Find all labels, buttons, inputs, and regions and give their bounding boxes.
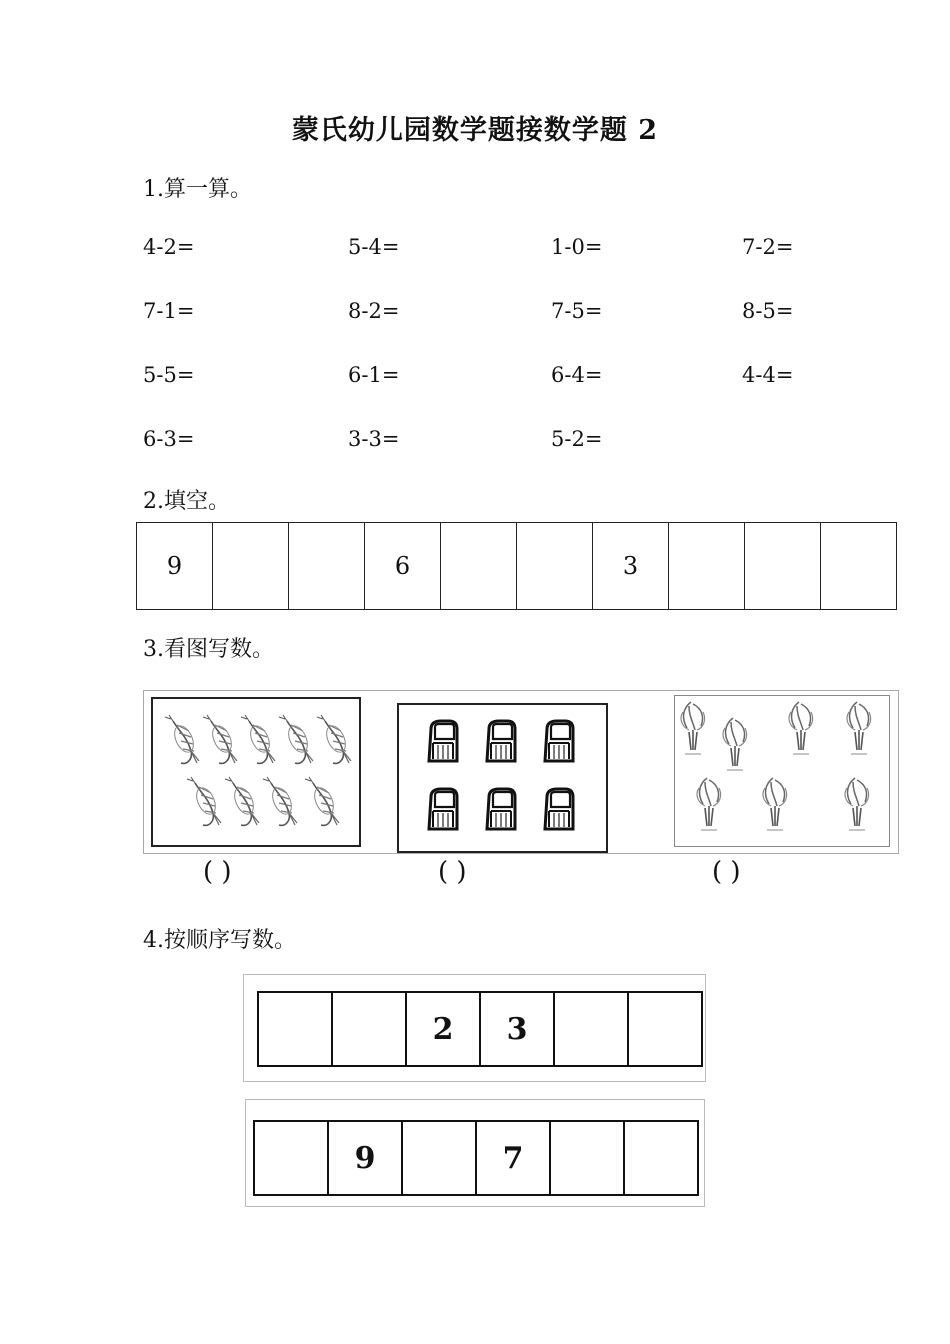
fill-cell[interactable] [669, 523, 745, 610]
flower-group [675, 696, 889, 846]
picture-strip [143, 690, 899, 854]
sequence-row-2 [253, 1120, 699, 1196]
sequence-cell[interactable] [625, 1122, 697, 1194]
question-1-heading: 1.算一算。 [143, 177, 252, 202]
backpack-icon [545, 721, 573, 761]
equation: 4-4= [742, 363, 794, 387]
fill-cell[interactable]: 6 [365, 523, 441, 610]
backpack-icon [429, 721, 457, 761]
shrimp-icon [241, 715, 275, 763]
sequence-cell[interactable]: 3 [481, 993, 555, 1065]
flower-icon [847, 702, 871, 754]
fill-cell[interactable]: 3 [593, 523, 669, 610]
fill-cell[interactable] [517, 523, 593, 610]
backpack-group [399, 705, 606, 851]
shrimp-icon [263, 777, 297, 825]
sequence-row-1 [257, 991, 703, 1067]
flower-icon [697, 778, 721, 830]
shrimp-icon [317, 715, 351, 763]
backpack-panel [397, 703, 608, 853]
flower-icon [845, 778, 869, 830]
fill-cell[interactable] [289, 523, 365, 610]
answer-blank[interactable]: ( ) [712, 857, 741, 887]
page-title: 蒙氏幼儿园数学题接数学题 2 [291, 115, 659, 146]
sequence-cell[interactable] [259, 993, 333, 1065]
equation: 4-2= [143, 235, 195, 259]
fill-cell[interactable] [821, 523, 897, 610]
fill-cell[interactable]: 9 [137, 523, 213, 610]
flower-icon [763, 778, 787, 830]
sequence-cell[interactable] [551, 1122, 625, 1194]
shrimp-icon [305, 777, 339, 825]
equation: 7-2= [742, 235, 794, 259]
sequence-cell[interactable] [555, 993, 629, 1065]
shrimp-icon [225, 777, 259, 825]
fill-cell[interactable] [441, 523, 517, 610]
shrimp-group [153, 699, 359, 845]
equation: 6-1= [348, 363, 400, 387]
equation: 5-2= [551, 427, 603, 451]
answer-blank[interactable]: ( ) [203, 857, 232, 887]
sequence-cell[interactable]: 9 [329, 1122, 403, 1194]
shrimp-icon [187, 777, 221, 825]
sequence-cell[interactable] [403, 1122, 477, 1194]
backpack-icon [429, 789, 457, 829]
question-4-heading: 4.按顺序写数。 [143, 928, 296, 953]
equation: 8-2= [348, 299, 400, 323]
shrimp-panel [151, 697, 361, 847]
sequence-cell[interactable]: 2 [407, 993, 481, 1065]
sequence-cell[interactable] [333, 993, 407, 1065]
shrimp-icon [203, 715, 237, 763]
equation: 5-4= [348, 235, 400, 259]
equation: 3-3= [348, 427, 400, 451]
flower-icon [723, 718, 747, 770]
equation: 1-0= [551, 235, 603, 259]
flower-panel [674, 695, 890, 847]
question-3-heading: 3.看图写数。 [143, 637, 274, 662]
equation: 7-5= [551, 299, 603, 323]
answer-blank[interactable]: ( ) [438, 857, 467, 887]
equation: 6-4= [551, 363, 603, 387]
equation: 5-5= [143, 363, 195, 387]
sequence-cell[interactable] [629, 993, 701, 1065]
fill-in-table [136, 522, 897, 610]
fill-cell[interactable] [745, 523, 821, 610]
fill-cell[interactable] [213, 523, 289, 610]
question-2-heading: 2.填空。 [143, 489, 230, 514]
equation: 7-1= [143, 299, 195, 323]
equation: 8-5= [742, 299, 794, 323]
sequence-cell[interactable]: 7 [477, 1122, 551, 1194]
flower-icon [789, 702, 813, 754]
shrimp-icon [165, 715, 199, 763]
shrimp-icon [279, 715, 313, 763]
flower-icon [681, 702, 705, 754]
equation: 6-3= [143, 427, 195, 451]
backpack-icon [487, 721, 515, 761]
backpack-icon [487, 789, 515, 829]
backpack-icon [545, 789, 573, 829]
sequence-cell[interactable] [255, 1122, 329, 1194]
